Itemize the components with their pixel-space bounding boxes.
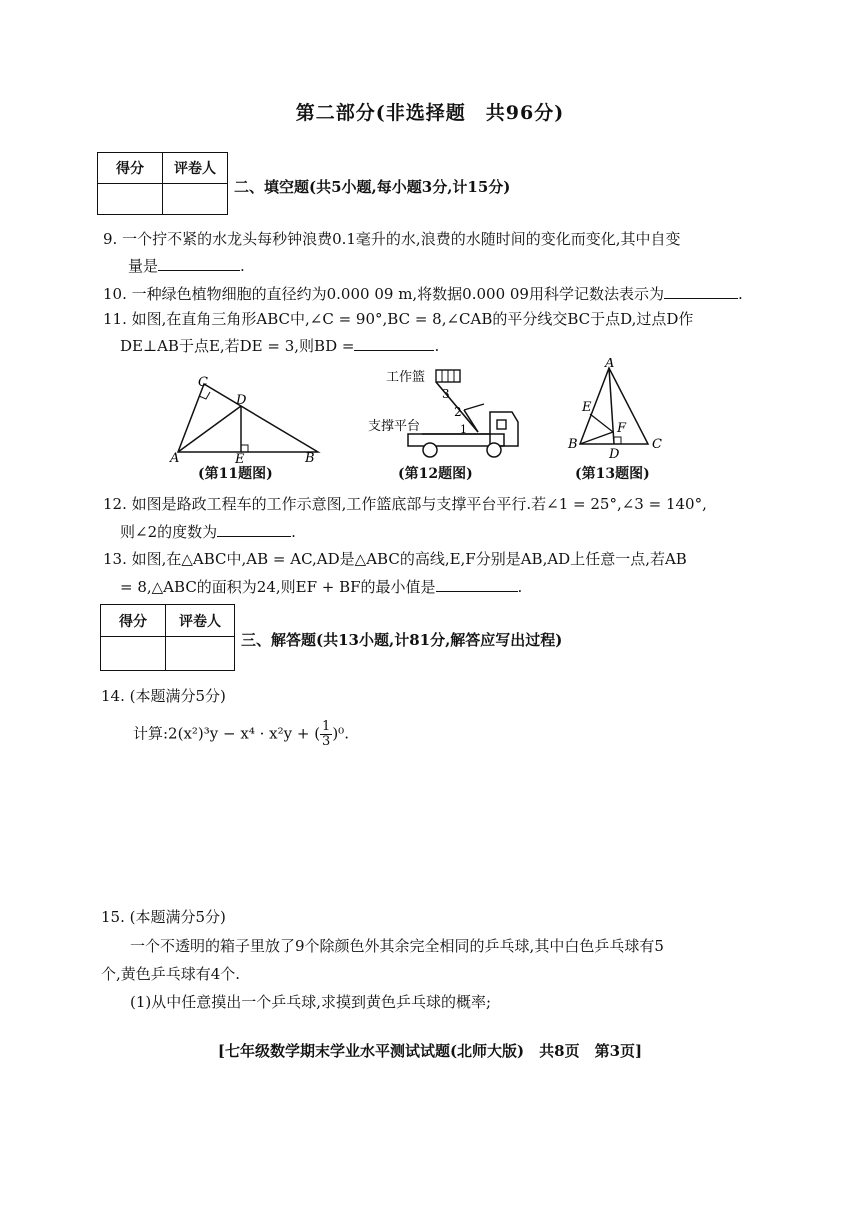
q15-line2: 个,黄色乒乓球有4个. — [101, 965, 241, 983]
grader-label: 评卷人 — [163, 153, 228, 184]
fig13-label-d: D — [609, 447, 620, 462]
q15-line3: (1)从中任意摸出一个乒乓球,求摸到黄色乒乓球的概率; — [130, 993, 492, 1011]
fig13-label-a: A — [605, 358, 615, 371]
q11-period: . — [434, 337, 440, 355]
fig12-platform-label: 支撑平台 — [368, 419, 421, 434]
score-box-2 — [100, 604, 235, 671]
page-title: 第二部分(非选择题 共96分) — [295, 102, 565, 124]
figure-12 — [360, 360, 535, 462]
grader-label: 评卷人 — [166, 605, 235, 637]
q11-line1: 11. 如图,在直角三角形ABC中,∠C = 90°,BC = 8,∠CAB的平分线交BC于点D,过点D作 — [103, 310, 694, 328]
fig11-label-d: D — [236, 393, 247, 408]
q13-text: = 8,△ABC的面积为24,则EF + BF的最小值是 — [120, 578, 436, 596]
score-cell[interactable] — [98, 184, 163, 215]
fig13-label-e: E — [582, 400, 592, 415]
figure-11 — [168, 372, 328, 464]
score-label: 得分 — [101, 605, 166, 637]
score-label: 得分 — [98, 153, 163, 184]
q10-text: 10. 一种绿色植物细胞的直径约为0.000 09 m,将数据0.000 09用科学记数法表示为 — [103, 285, 664, 303]
q9-line2 — [128, 255, 245, 276]
fig12-angle-1: 1 — [460, 423, 467, 436]
fig11-caption: (第11题图) — [198, 466, 273, 482]
q11-text: DE⊥AB于点E,若DE = 3,则BD = — [120, 337, 355, 355]
fig13-caption: (第13题图) — [575, 466, 650, 482]
page-footer: [七年级数学期末学业水平测试试题(北师大版) 共8页 第3页] — [217, 1042, 643, 1060]
q9-answer-blank[interactable] — [158, 256, 240, 271]
q13-line2 — [120, 576, 522, 597]
fig11-label-a: A — [170, 451, 180, 464]
fig12-angle-3: 3 — [442, 387, 450, 401]
figure-13 — [566, 358, 676, 462]
q14-frac-den: 3 — [322, 734, 331, 749]
fig13-label-f: F — [617, 421, 627, 436]
grader-cell[interactable] — [163, 184, 228, 215]
q12-answer-blank[interactable] — [217, 522, 291, 537]
fig11-label-b: B — [305, 451, 315, 464]
q15-line1: 一个不透明的箱子里放了9个除颜色外其余完全相同的乒乓球,其中白色乒乓球有5 — [130, 937, 664, 955]
q14-fraction — [320, 720, 332, 749]
q10-answer-blank[interactable] — [664, 284, 738, 299]
score-cell[interactable] — [101, 637, 166, 671]
q12-line2 — [120, 521, 296, 542]
q14-frac-num: 1 — [322, 719, 331, 734]
q11-line2 — [120, 335, 439, 356]
q14-header: 14. (本题满分5分) — [101, 687, 226, 705]
fig12-caption: (第12题图) — [398, 466, 473, 482]
q9-line1: 9. 一个拧不紧的水龙头每秒钟浪费0.1毫升的水,浪费的水随时间的变化而变化,其中自变 — [103, 230, 681, 248]
q12-line1: 12. 如图是路政工程车的工作示意图,工作篮底部与支撑平台平行.若∠1 = 25°,∠3 = 140°, — [103, 495, 707, 513]
q11-answer-blank[interactable] — [354, 336, 434, 351]
q10-line — [103, 283, 743, 304]
fig11-label-e: E — [235, 452, 245, 464]
section-3-heading: 三、解答题(共13小题,计81分,解答应写出过程) — [241, 631, 563, 649]
q12-period: . — [291, 523, 296, 541]
q12-text: 则∠2的度数为 — [120, 523, 218, 541]
q14-expression — [133, 720, 349, 749]
fig13-label-b: B — [568, 437, 578, 452]
section-2-heading: 二、填空题(共5小题,每小题3分,计15分) — [234, 178, 511, 196]
score-box-1 — [97, 152, 228, 215]
q13-period: . — [517, 578, 523, 596]
fig11-label-c: C — [198, 375, 208, 390]
q9-period: . — [240, 257, 245, 275]
q13-line1: 13. 如图,在△ABC中,AB = AC,AD是△ABC的高线,E,F分别是AB,AD上任意一点,若AB — [103, 550, 687, 568]
q14-expr-post: )⁰. — [332, 724, 349, 743]
q9-text: 量是 — [128, 257, 159, 275]
q15-header: 15. (本题满分5分) — [101, 908, 226, 926]
fig13-label-c: C — [652, 437, 662, 452]
fig12-basket-label: 工作篮 — [386, 370, 426, 385]
q13-answer-blank[interactable] — [436, 577, 518, 592]
fig12-angle-2: 2 — [454, 405, 462, 419]
q10-period: . — [737, 285, 743, 303]
grader-cell[interactable] — [166, 637, 235, 671]
q14-expr-pre: 计算:2(x²)³y − x⁴ · x²y + ( — [133, 724, 321, 743]
